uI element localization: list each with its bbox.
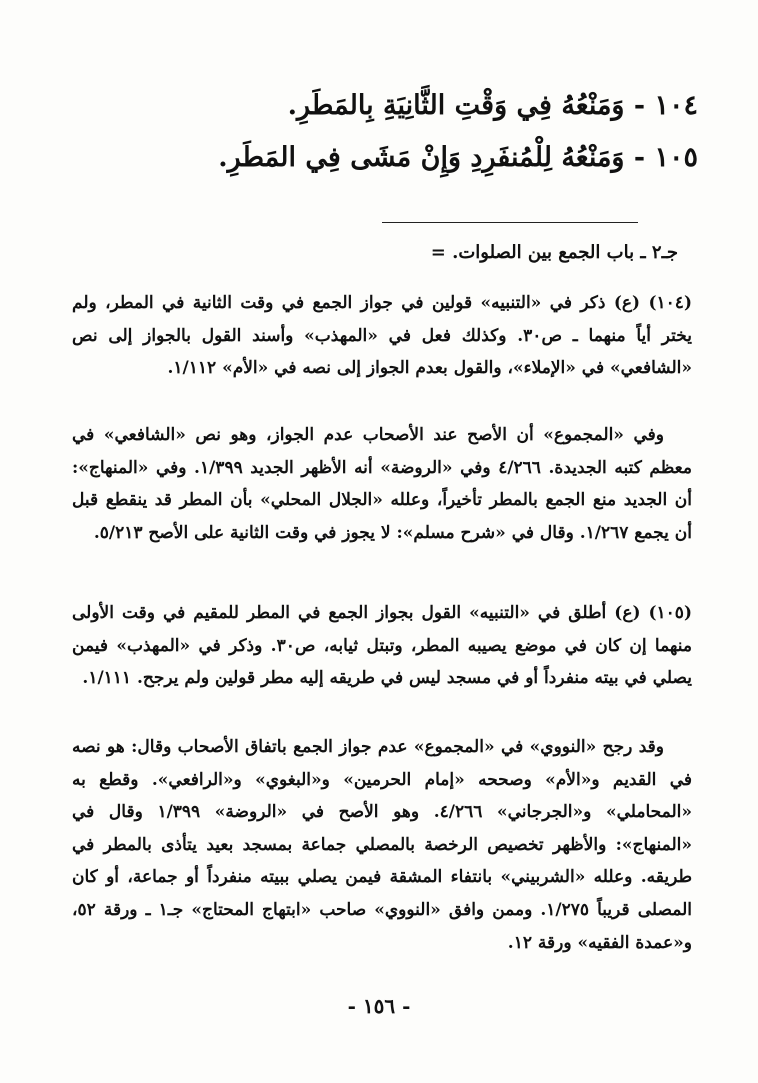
footnote-105-paragraph-2 bbox=[72, 731, 692, 959]
footnote-104-text-1: (١٠٤) (ع) ذكر في «التنبيه» قولين في جواز الجمع في وقت الثانية في المطر، ولم يختر أياً منهما ـ ص٣٠. وكذلك فعل في «المهذب» وأسند القول بالجواز إلى نص «الشافعي» في «الإملاء»، والقول بعدم الجواز إلى نصه في «الأم» ١/١١٢. bbox=[72, 293, 693, 379]
footnote-continuation-marker: = bbox=[430, 242, 446, 263]
footnote-104-paragraph-2 bbox=[72, 419, 692, 549]
footnote-divider bbox=[382, 222, 638, 223]
footnote-105-text-1: (١٠٥) (ع) أطلق في «التنبيه» القول بجواز الجمع في المطر للمقيم في وقت الأولى منهما إن كان في موضع يصيبه المطر، وتبتل ثيابه، ص٣٠. وذكر في «المهذب» فيمن يصلي في بيته منفرداً أو في مسجد ليس في طريقه إليه مطر قولين ولم يرجح. ١/١١١. bbox=[72, 603, 692, 689]
verse-105: ١٠٥ - وَمَنْعُهُ لِلْمُنفَرِدِ وَإِنْ مَشَى فِي المَطَرِ. bbox=[218, 142, 698, 173]
footnote-104-paragraph-1 bbox=[72, 287, 692, 385]
footnote-reference-text: جـ٢ ـ باب الجمع بين الصلوات. bbox=[452, 242, 678, 263]
verse-104: ١٠٤ - وَمَنْعُهُ فِي وَقْتِ الثَّانِيَةِ بِالمَطَرِ. bbox=[287, 90, 698, 121]
footnote-reference bbox=[78, 239, 678, 267]
page-number: - ١٥٦ - bbox=[347, 994, 411, 1018]
footnote-104-text-2: وفي «المجموع» أن الأصح عند الأصحاب عدم الجواز، وهو نص «الشافعي» في معظم كتبه الجديدة. ٤/٢٦٦ وفي «الروضة» أنه الأظهر الجديد ١/٣٩٩. وفي «المنهاج»: أن الجديد منع الجمع بالمطر تأخيراً، وعلله «الجلال المحلي» بأن المطر قد ينقطع قبل أن يجمع ١/٢٦٧. وقال في «شرح مسلم»: لا يجوز في وقت الثانية على الأصح ٥/٢١٣. bbox=[72, 425, 692, 543]
footnote-105-paragraph-1 bbox=[72, 597, 692, 695]
footnote-105-text-2: وقد رجح «النووي» في «المجموع» عدم جواز الجمع باتفاق الأصحاب وقال: هو نصه في القديم و«الأم» وصححه «إمام الحرمين» و«البغوي» و«الرافعي». وقطع به «المحاملي» و«الجرجاني» ٤/٢٦٦. وهو الأصح في «الروضة» ١/٣٩٩ وقال في «المنهاج»: والأظهر تخصيص الرخصة بالمصلي جماعة بمسجد بعيد يتأذى بالمطر في طريقه. وعلله «الشربيني» بانتفاء المشقة فيمن يصلي ببيته منفرداً أو جماعة، أو كان المصلى قريباً ١/٢٧٥. وممن وافق «النووي» صاحب «ابتهاج المحتاج» جـ١ ـ ورقة ٥٢، و«عمدة الفقيه» ورقة ١٢. bbox=[72, 737, 693, 953]
